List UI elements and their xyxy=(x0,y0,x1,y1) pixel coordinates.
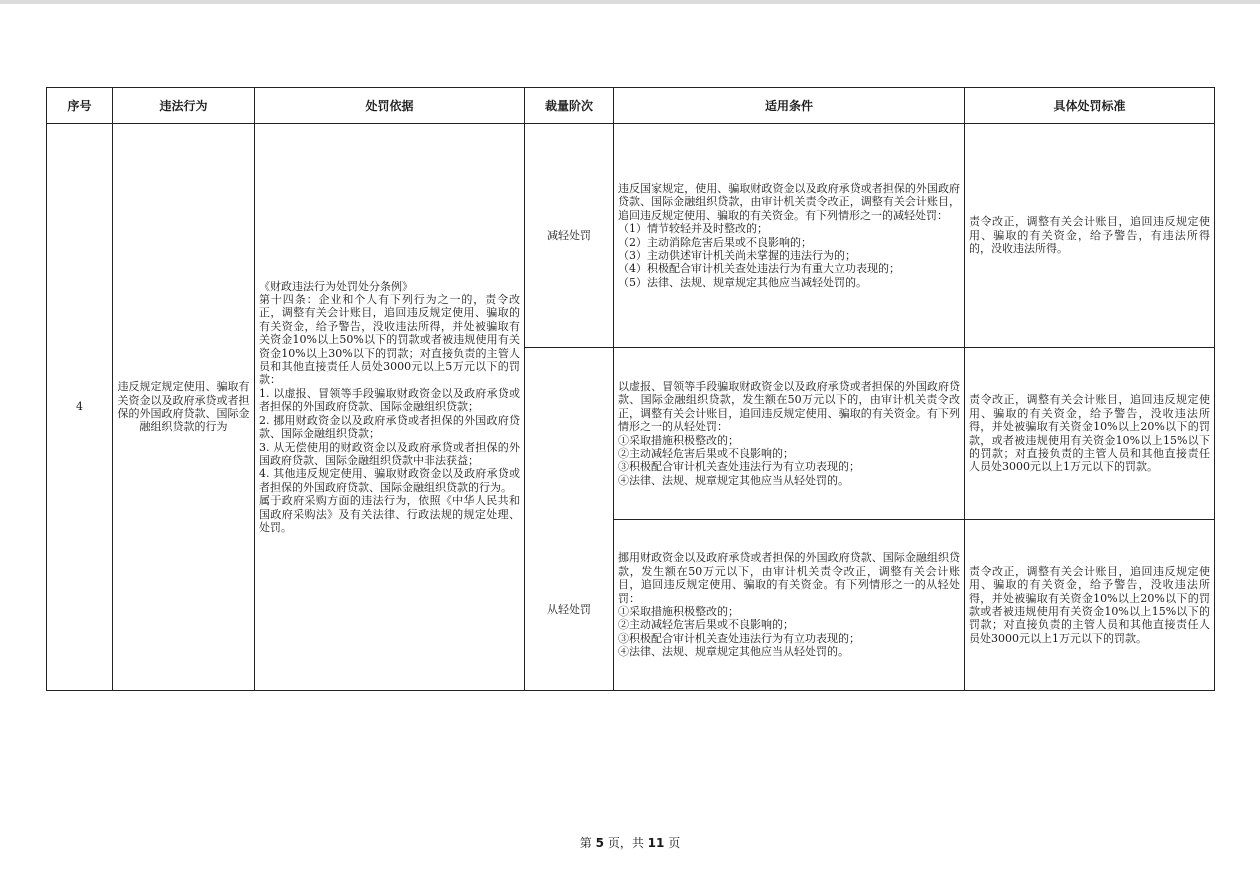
penalty-cell xyxy=(965,348,1215,520)
total-pages: 11 xyxy=(647,836,665,850)
page-prefix: 第 xyxy=(579,836,592,850)
penalty-text: 责令改正，调整有关会计账目，追回违反规定使用、骗取的有关资金，给予警告，没收违法所得，并处被骗取有关资金10%以上20%以下的罚款，或者被违规使用有关资金10%以上15%以下的罚款；对直接负责的主管人员和其他直接责任人员处3000元以上1万元以下的罚款。 xyxy=(969,393,1210,474)
page-middle: 页，共 xyxy=(607,836,644,850)
table-row xyxy=(47,124,1215,348)
level-cell-lighter: 减轻处罚 xyxy=(525,124,614,348)
conditions-cell xyxy=(614,124,965,348)
penalty-text: 责令改正，调整有关会计账目，追回违反规定使用、骗取的有关资金，给予警告，没收违法所得，并处被骗取有关资金10%以上20%以下的罚款或者被违规使用有关资金10%以上15%以下的罚款；对直接负责的主管人员和其他直接责任人员处3000元以上1万元以下的罚款。 xyxy=(969,564,1210,645)
basis-text: 《财政违法行为处罚处分条例》 第十四条：企业和个人有下列行为之一的，责令改正，调整有关会计账目，追回违反规定使用、骗取的有关资金，给予警告，没收违法所得，并处被骗取有关资金10%以上50%以下的罚款或者被违规使用有关资金10%以上30%以下的罚款；对直接负责的主管人员和其他直接责任人员处3000元以上5万元以下的罚款： 1. 以虚报、冒领等手段骗取财政资金以及政府承贷或者担保的外国政府贷款、国际金融组织贷款； 2. 挪用财政资金以及政府承贷或者担保的外国政府贷款、国际金融组织贷款； 3. 从无偿使用的财政资金以及政府承贷或者担保的外国政府贷款、国际金融组织贷款中非法获益； 4. 其他违反规定使用、骗取财政资金以及政府承贷或者担保的外国政府贷款、国际金融组织贷款的行为。 属于政府采购方面的违法行为，依照《中华人民共和国政府采购法》及有关法律、行政法规的规定处理、处罚。 xyxy=(259,279,520,534)
penalty-text: 责令改正，调整有关会计账目，追回违反规定使用、骗取的有关资金，给予警告，有违法所得的，没收违法所得。 xyxy=(969,215,1210,256)
conditions-text: 挪用财政资金以及政府承贷或者担保的外国政府贷款、国际金融组织贷款，发生额在50万元以下，由审计机关责令改正，调整有关会计账目，追回违反规定使用、骗取的有关资金。有下列情形之一的从轻处罚： ①采取措施积极整改的； ②主动减轻危害后果或不良影响的； ③积极配合审计机关查处违法行为有立功表现的； ④法律、法规、规章规定其他应当从轻处罚的。 xyxy=(618,551,960,659)
page-number-footer xyxy=(0,834,1260,851)
penalty-cell xyxy=(965,520,1215,691)
conditions-cell xyxy=(614,348,965,520)
conditions-text: 违反国家规定，使用、骗取财政资金以及政府承贷或者担保的外国政府贷款、国际金融组织贷款，由审计机关责令改正，调整有关会计账目，追回违反规定使用、骗取的有关资金。有下列情形之一的减轻处罚： （1）情节较轻并及时整改的； （2）主动消除危害后果或不良影响的； （3）主动供述审计机关尚未掌握的违法行为的； （4）积极配合审计机关查处违法行为有重大立功表现的； （5）法律、法规、规章规定其他应当减轻处罚的。 xyxy=(618,181,960,289)
current-page: 5 xyxy=(595,836,604,850)
basis-cell xyxy=(255,124,525,691)
viewer-top-edge xyxy=(0,0,1260,4)
header-offence: 违法行为 xyxy=(113,88,255,124)
header-penalty: 具体处罚标准 xyxy=(965,88,1215,124)
header-seq: 序号 xyxy=(47,88,113,124)
page-suffix: 页 xyxy=(668,836,681,850)
header-conditions: 适用条件 xyxy=(614,88,965,124)
level-cell-light: 从轻处罚 xyxy=(525,348,614,691)
seq-cell: 4 xyxy=(47,124,113,691)
offence-cell xyxy=(113,124,255,691)
header-basis: 处罚依据 xyxy=(255,88,525,124)
header-level: 裁量阶次 xyxy=(525,88,614,124)
table-header-row xyxy=(47,88,1215,124)
conditions-cell xyxy=(614,520,965,691)
penalty-standard-table xyxy=(46,87,1215,691)
penalty-standard-table-sheet xyxy=(46,87,1214,691)
offence-text: 违反规定规定使用、骗取有关资金以及政府承贷或者担保的外国政府贷款、国际金融组织贷款的行为 xyxy=(117,380,250,434)
penalty-cell xyxy=(965,124,1215,348)
conditions-text: 以虚报、冒领等手段骗取财政资金以及政府承贷或者担保的外国政府贷款、国际金融组织贷款，发生额在50万元以下的，由审计机关责令改正，调整有关会计账目，追回违反规定使用、骗取的有关资金。有下列情形之一的从轻处罚： ①采取措施积极整改的； ②主动减轻危害后果或不良影响的； ③积极配合审计机关查处违法行为有立功表现的； ④法律、法规、规章规定其他应当从轻处罚的。 xyxy=(618,379,960,487)
